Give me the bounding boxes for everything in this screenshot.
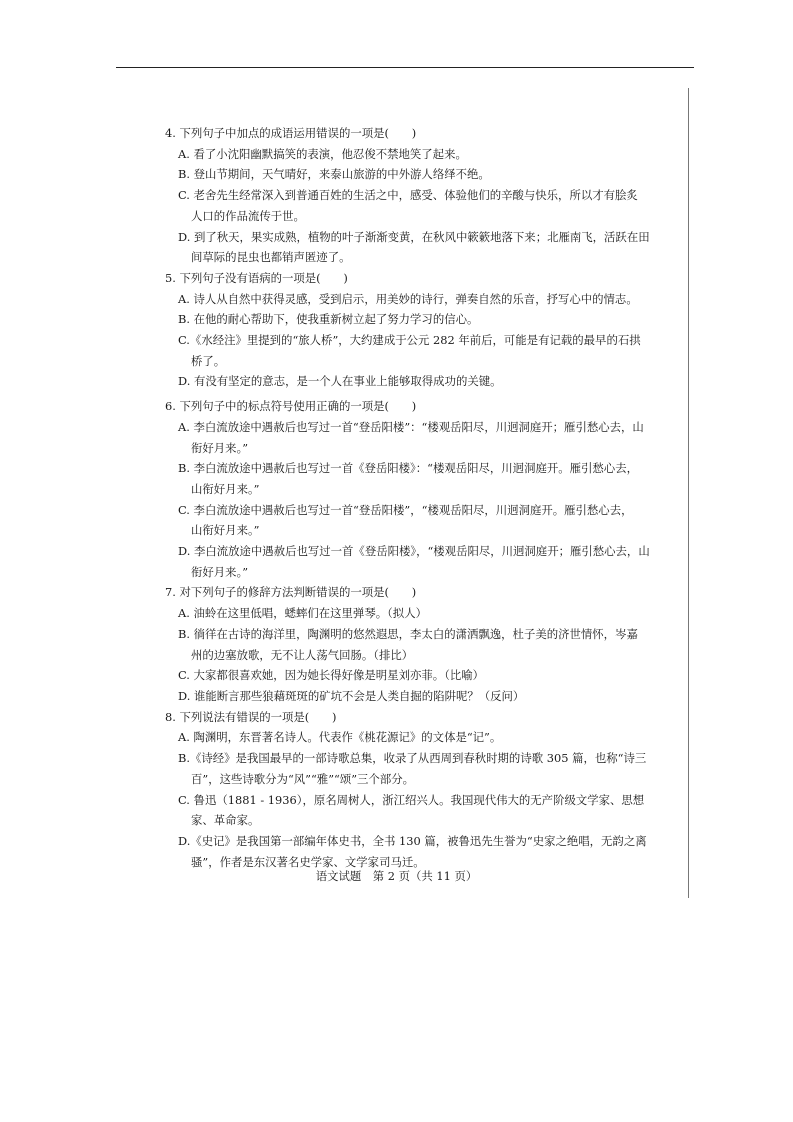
option-b: B. 在他的耐心帮助下，使我重新树立起了努力学习的信心。 [178,312,479,327]
question-stem: 6. 下列句子中的标点符号使用正确的一项是( ) [165,399,417,414]
option-c: C. 李白流放途中遇赦后也写过一首“登岳阳楼”，“楼观岳阳尽，川迥洞庭开。雁引愁心去， 山衔好月来。” [178,502,633,538]
header-rule [116,67,694,68]
option-a: A. 陶渊明，东晋著名诗人。代表作《桃花源记》的文体是“记”。 [178,730,502,745]
option-d: D. 有没有坚定的意志，是一个人在事业上能够取得成功的关键。 [178,374,502,389]
question-stem: 5. 下列句子没有语病的一项是( ) [165,270,348,285]
option-c: C. 老舍先生经常深入到普通百姓的生活之中，感受、体验他们的辛酸与快乐，所以才有脍炙 人口的作品流传于世。 [178,188,638,223]
question-stem: 7. 对下列句子的修辞方法判断错误的一项是( ) [165,585,417,600]
option-b: B. 徜徉在古诗的海洋里，陶渊明的悠然遐思，李太白的潇洒飘逸，杜子美的济世情怀，岑嘉 州的边塞放歌，无不让人荡气回肠。（排比） [178,626,638,662]
option-b: B.《诗经》是我国最早的一部诗歌总集，收录了从西周到春秋时期的诗歌 305 篇，也称“诗三 百”，这些诗歌分为“风”“雅”“颂”三个部分。 [178,751,647,786]
option-d: D. 李白流放途中遇赦后也写过一首《登岳阳楼》，“楼观岳阳尽，川迥洞庭开；雁引愁心去，山 衔好月来。” [178,544,650,579]
question-stem: 4. 下列句子中加点的成语运用错误的一项是( ) [165,126,417,140]
option-a: A. 李白流放途中遇赦后也写过一首“登岳阳楼”：“楼观岳阳尽，川迥洞庭开；雁引愁心去，山 衔好月来。” [178,419,644,455]
scan-edge-line [688,88,689,898]
exam-content [165,123,680,872]
question-4 [165,123,680,268]
option-d: D. 到了秋天，果实成熟，植物的叶子渐渐变黄，在秋风中簌簌地落下来；北雁南飞，活跃在田 间草际的昆虫也都销声匿迹了。 [178,229,650,265]
question-8 [165,707,680,873]
option-c: C.《水经注》里提到的“旅人桥”，大约建成于公元 282 年前后，可能是有记载的最早的石拱 桥了。 [178,333,641,368]
option-c: C. 鲁迅（1881 - 1936），原名周树人，浙江绍兴人。我国现代伟大的无产阶级文学家、思想 家、革命家。 [178,792,645,828]
option-a: A. 诗人从自然中获得灵感，受到启示，用美妙的诗行，弹奏自然的乐音，抒写心中的情志。 [178,291,638,306]
option-b: B. 登山节期间，天气晴好，来泰山旅游的中外游人络绎不绝。 [178,167,490,182]
question-6 [165,396,680,582]
option-a: A. 看了小沈阳幽默搞笑的表演，他忍俊不禁地笑了起来。 [178,146,467,161]
option-b: B. 李白流放途中遇赦后也写过一首《登岳阳楼》：“楼观岳阳尽，川迥洞庭开。雁引愁心去， 山衔好月来。” [178,461,638,496]
question-7 [165,582,680,706]
option-a: A. 油蛉在这里低唱，蟋蟀们在这里弹琴。（拟人） [178,606,427,621]
question-5 [165,268,680,392]
question-stem: 8. 下列说法有错误的一项是( ) [165,709,337,724]
option-c: C. 大家都很喜欢她，因为她长得好像是明星刘亦菲。（比喻） [178,668,485,683]
page-footer: 语文试题 第 2 页（共 11 页） [315,869,478,883]
option-d: D. 谁能断言那些狼藉斑斑的矿坑不会是人类自掘的陷阱呢？（反问） [178,688,525,703]
option-d: D.《史记》是我国第一部编年体史书，全书 130 篇，被鲁迅先生誉为“史家之绝唱，无韵之离 骚”，作者是东汉著名史学家、文学家司马迁。 [178,833,647,869]
